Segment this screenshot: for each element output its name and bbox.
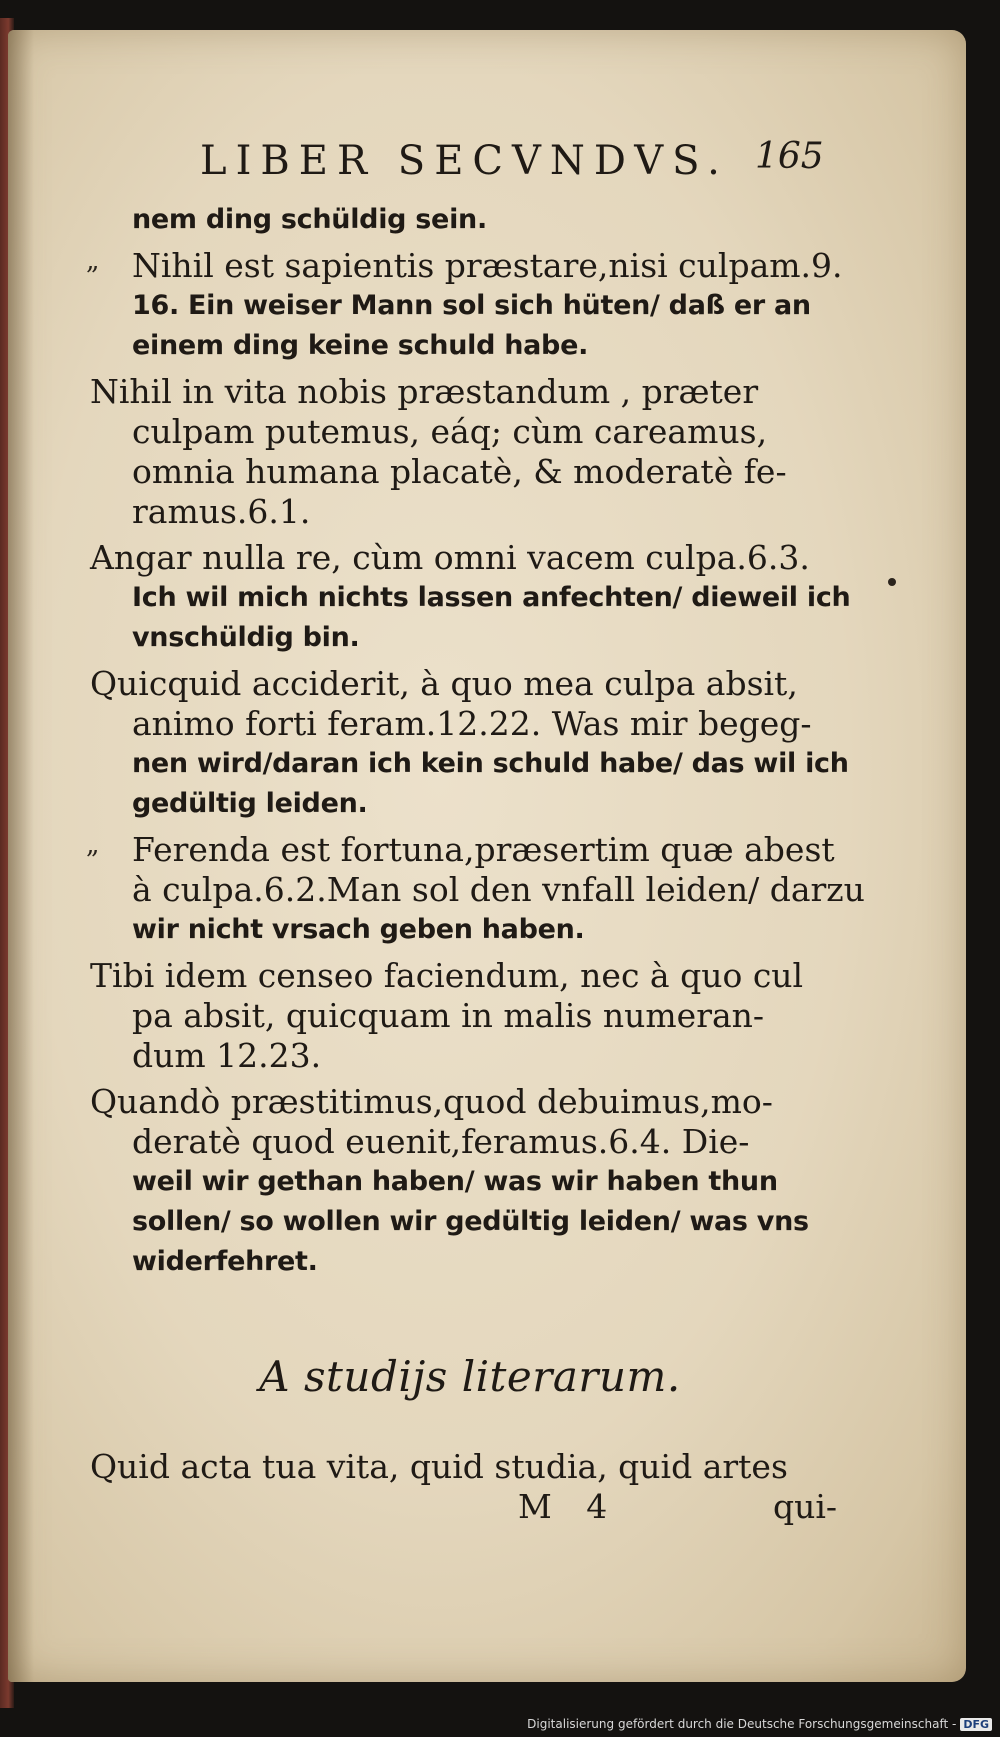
dfg-logo: DFG xyxy=(960,1718,992,1731)
latin-text-line: culpam putemus, eáq; cùm careamus, xyxy=(132,412,768,451)
german-text-line: einem ding keine schuld habe. xyxy=(132,330,589,361)
page-number: 165 xyxy=(755,136,824,177)
latin-text-line: Angar nulla re, cùm omni vacem culpa.6.3. xyxy=(90,538,810,577)
page-header xyxy=(90,130,850,200)
german-text-line: widerfehret. xyxy=(132,1246,318,1277)
entries-list xyxy=(86,200,865,1282)
german-text-line: gedültig leiden. xyxy=(132,788,368,819)
book-page xyxy=(8,30,966,1682)
german-text-line: nem ding schüldig sein. xyxy=(132,204,487,235)
latin-text-line: animo forti feram.12.22. Was mir begeg- xyxy=(132,704,812,743)
german-text-line: 16. Ein weiser Mann sol sich hüten/ daß er an xyxy=(132,290,811,321)
german-text-line: wir nicht vrsach geben haben. xyxy=(132,914,585,945)
quotation-marker: „ xyxy=(86,830,100,860)
ink-speck xyxy=(888,578,896,586)
text-entry xyxy=(90,664,850,824)
latin-text-line: à culpa.6.2.Man sol den vnfall leiden/ darzu xyxy=(132,870,865,909)
signature-mark: M 4 xyxy=(518,1487,620,1526)
latin-text-line: Ferenda est fortuna,præsertim quæ abest xyxy=(132,830,835,869)
text-entry xyxy=(90,538,850,658)
german-text-line: nen wird/daran ich kein schuld habe/ das wil ich xyxy=(132,748,849,779)
digitization-credit xyxy=(527,1717,992,1731)
german-text-line: Ich wil mich nichts lassen anfechten/ dieweil ich xyxy=(132,582,851,613)
text-entry xyxy=(90,956,850,1076)
page-text-block xyxy=(86,130,865,1531)
latin-text-line: Nihil in vita nobis præstandum , præter xyxy=(90,372,759,411)
latin-text-line: dum 12.23. xyxy=(132,1036,322,1075)
latin-text-line: omnia humana placatè, & moderatè fe- xyxy=(132,452,787,491)
latin-text-line: Tibi idem censeo faciendum, nec à quo cul xyxy=(90,956,804,995)
german-text-line: weil wir gethan haben/ was wir haben thun xyxy=(132,1166,778,1197)
latin-text-line: pa absit, quicquam in malis numeran- xyxy=(132,996,765,1035)
page-gutter-shadow xyxy=(8,30,34,1682)
latin-text-line: ramus.6.1. xyxy=(132,492,311,531)
latin-text-line: Quicquid acciderit, à quo mea culpa absit, xyxy=(90,664,798,703)
credit-text: Digitalisierung gefördert durch die Deutsche Forschungsgemeinschaft - xyxy=(527,1717,957,1731)
section-title: A studijs literarum. xyxy=(259,1352,681,1401)
page-footer-marks xyxy=(90,1487,850,1531)
running-head: LIBER SECVNDVS. xyxy=(200,138,729,184)
catchword: qui- xyxy=(773,1487,838,1526)
text-entry xyxy=(90,200,850,240)
text-entry xyxy=(90,372,850,532)
german-text-line: sollen/ so wollen wir gedültig leiden/ was vns xyxy=(132,1206,809,1237)
text-entry xyxy=(86,830,865,950)
latin-text-line: Quandò præstitimus,quod debuimus,mo- xyxy=(90,1082,773,1121)
final-line: Quid acta tua vita, quid studia, quid artes xyxy=(90,1447,788,1486)
german-text-line: vnschüldig bin. xyxy=(132,622,360,653)
text-entry xyxy=(86,246,850,366)
text-entry xyxy=(90,1082,850,1282)
latin-text-line: deratè quod euenit,feramus.6.4. Die- xyxy=(132,1122,750,1161)
latin-text-line: Nihil est sapientis præstare,nisi culpam.9. xyxy=(132,246,843,285)
quotation-marker: „ xyxy=(86,246,100,276)
